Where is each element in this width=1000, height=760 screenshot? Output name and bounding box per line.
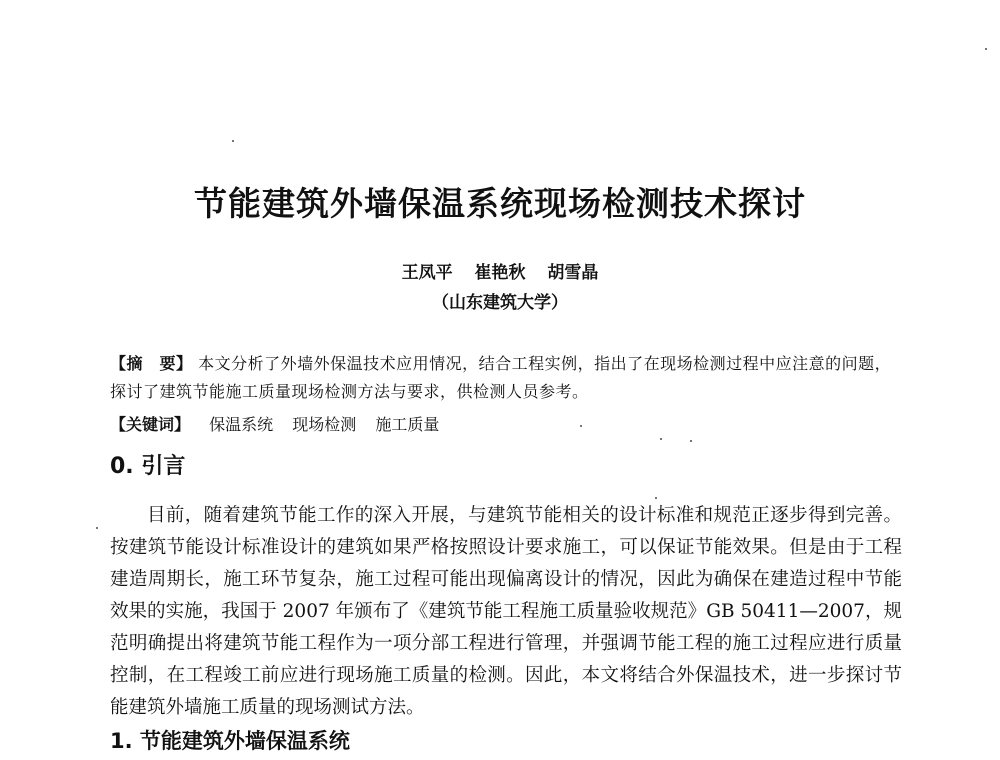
keyword: 施工质量 xyxy=(375,415,440,434)
keyword: 现场检测 xyxy=(292,415,357,434)
scan-speck xyxy=(96,527,98,529)
section-heading-wall-insulation: 1. 节能建筑外墙保温系统 xyxy=(110,729,350,753)
abstract-text: 本文分析了外墙外保温技术应用情况，结合工程实例，指出了在现场检测过程中应注意的问题，探讨了建筑节能施工质量现场检测方法与要求，供检测人员参考。 xyxy=(110,354,892,401)
author-name: 崔艳秋 xyxy=(474,263,526,283)
scan-speck xyxy=(985,48,987,50)
author-list xyxy=(0,262,1000,284)
scan-speck xyxy=(232,140,234,142)
keyword: 保温系统 xyxy=(209,415,274,434)
introduction-paragraph: 目前，随着建筑节能工作的深入开展，与建筑节能相关的设计标准和规范正逐步得到完善。按建筑节能设计标准设计的建筑如果严格按照设计要求施工，可以保证节能效果。但是由于工程建造周期长，施工环节复杂，施工过程可能出现偏离设计的情况，因此为确保在建造过程中节能效果的实施，我国于 2007 年颁布了《建筑节能工程施工质量验收规范》GB 50411—2007，规范明确提出将建筑节能工程作为一项分部工程进行管理，并强调节能工程的施工过程应进行质量控制，在工程竣工前应进行现场施工质量的检测。因此，本文将结合外保温技术，进一步探讨节能建筑外墙施工质量的现场测试方法。 xyxy=(110,505,902,718)
abstract-label: 【摘 要】 xyxy=(110,354,193,373)
author-name: 王凤平 xyxy=(401,263,453,283)
keywords-block xyxy=(110,411,900,439)
scan-speck xyxy=(655,497,657,499)
abstract-block xyxy=(110,350,900,406)
author-name: 胡雪晶 xyxy=(547,263,599,283)
section-heading-introduction: 0. 引言 xyxy=(110,454,186,479)
scan-speck xyxy=(580,425,582,427)
scan-speck xyxy=(690,440,692,442)
author-affiliation: （山东建筑大学） xyxy=(432,293,568,313)
paper-title: 节能建筑外墙保温系统现场检测技术探讨 xyxy=(194,184,806,223)
scan-speck xyxy=(660,438,662,440)
keywords-label: 【关键词】 xyxy=(110,415,191,434)
